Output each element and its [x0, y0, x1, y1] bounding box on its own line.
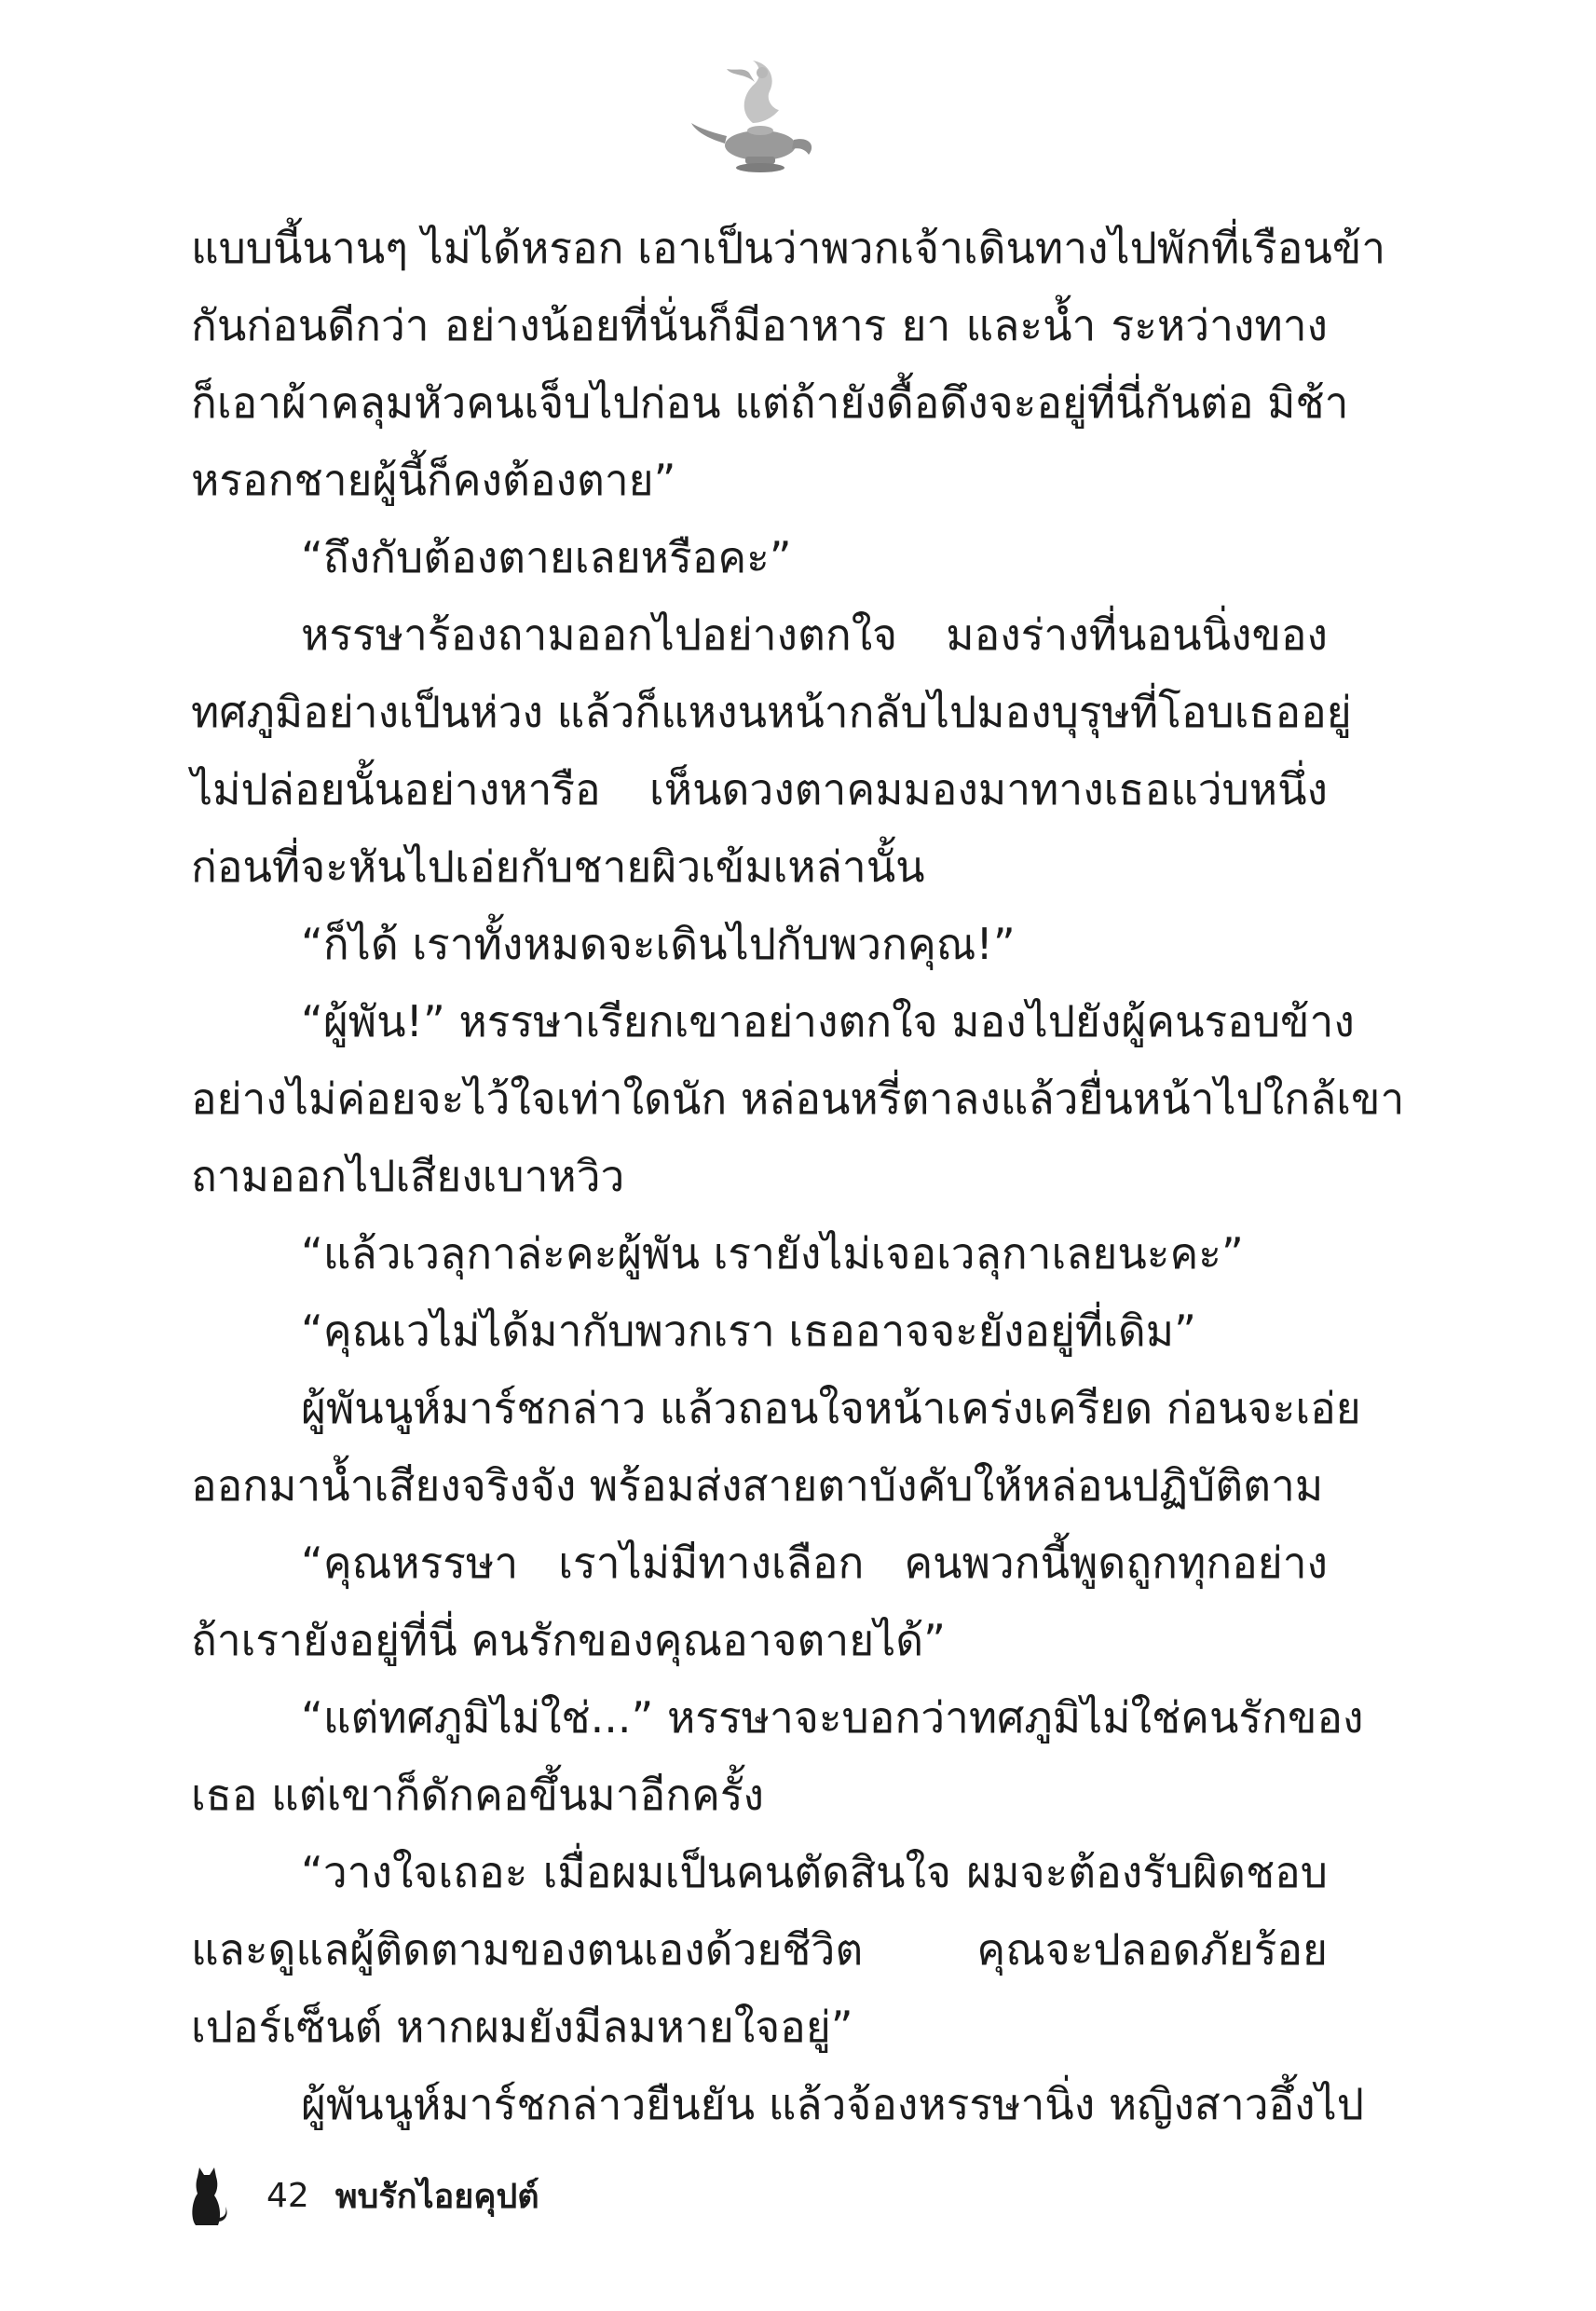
text-line: “คุณเวไม่ได้มากับพวกเรา เธออาจจะยังอยู่ที่เดิม” — [301, 1306, 1196, 1356]
text-line: กันก่อนดีกว่า อย่างน้อยที่นั่นก็มีอาหาร ยา และน้ำ ระหว่างทาง — [191, 300, 1328, 350]
body-text — [191, 210, 1405, 2143]
paragraph — [191, 1215, 1328, 1292]
text-line: ถามออกไปเสียงเบาหวิว — [191, 1151, 625, 1201]
text-line: ก่อนที่จะหันไปเอ่ยกับชายผิวเข้มเหล่านั้น — [191, 841, 925, 892]
paragraph — [191, 1834, 1328, 2066]
text-line: “วางใจเถอะ เมื่อผมเป็นคนตัดสินใจ ผมจะต้องรับผิดชอบ — [301, 1847, 1328, 1897]
cat-icon — [186, 2164, 231, 2227]
paragraph — [191, 519, 1328, 596]
text-line: “ถึงกับต้องตายเลยหรือคะ” — [301, 532, 792, 582]
paragraph — [191, 2066, 1364, 2143]
genie-lamp-icon — [688, 56, 827, 177]
paragraph — [191, 906, 1328, 983]
text-line: แบบนี้นานๆ ไม่ได้หรอก เอาเป็นว่าพวกเจ้าเดินทางไปพักที่เรือนข้า — [191, 223, 1386, 273]
book-title: พบรักไอยคุปต์ — [334, 2177, 539, 2216]
text-line: อย่างไม่ค่อยจะไว้ใจเท่าใดนัก หล่อนหรี่ตาลงแล้วยื่นหน้าไปใกล้เขา — [191, 1073, 1405, 1124]
text-line: “แต่ทศภูมิไม่ใช่...” หรรษาจะบอกว่าทศภูมิไม่ใช่คนรักของ — [301, 1692, 1364, 1743]
text-line: “แล้วเวลุกาล่ะคะผู้พัน เรายังไม่เจอเวลุกาเลยนะคะ” — [301, 1228, 1244, 1279]
paragraph — [191, 1292, 1328, 1370]
page-footer — [186, 2158, 539, 2233]
text-line: ผู้พันนูห์มาร์ชกล่าว แล้วถอนใจหน้าเคร่งเครียด ก่อนจะเอ่ย — [301, 1383, 1361, 1433]
text-line: และดูแลผู้ติดตามของตนเองด้วยชีวิต คุณจะปลอดภัยร้อย — [191, 1924, 1328, 1975]
text-line: “ผู้พัน!” หรรษาเรียกเขาอย่างตกใจ มองไปยังผู้คนรอบข้าง — [301, 996, 1355, 1046]
text-line: ไม่ปล่อยนั้นอย่างหารือ เห็นดวงตาคมมองมาทางเธอแว่บหนึ่ง — [191, 764, 1328, 814]
text-line: หรรษาร้องถามออกไปอย่างตกใจ มองร่างที่นอนนิ่งของ — [301, 609, 1328, 660]
paragraph — [191, 1370, 1361, 1525]
text-line: ออกมาน้ำเสียงจริงจัง พร้อมส่งสายตาบังคับให้หล่อนปฏิบัติตาม — [191, 1460, 1324, 1511]
text-line: หรอกชายผู้นี้ก็คงต้องตาย” — [191, 455, 676, 505]
text-line: ถ้าเรายังอยู่ที่นี่ คนรักของคุณอาจตายได้” — [191, 1615, 946, 1665]
paragraph — [191, 983, 1405, 1215]
paragraph — [191, 596, 1352, 906]
text-line: ทศภูมิอย่างเป็นห่วง แล้วก็แหงนหน้ากลับไปมองบุรุษที่โอบเธออยู่ — [191, 687, 1352, 737]
text-line: เธอ แต่เขาก็ดักคอขึ้นมาอีกครั้ง — [191, 1770, 765, 1820]
paragraph — [191, 1525, 1328, 1679]
page-number: 42 — [266, 2176, 309, 2215]
text-line: ก็เอาผ้าคลุมหัวคนเจ็บไปก่อน แต่ถ้ายังดื้อดึงจะอยู่ที่นี่กันต่อ มิช้า — [191, 377, 1349, 428]
paragraph — [191, 1679, 1364, 1834]
text-line: ผู้พันนูห์มาร์ชกล่าวยืนยัน แล้วจ้องหรรษานิ่ง หญิงสาวอึ้งไป — [301, 2079, 1364, 2129]
text-line: เปอร์เซ็นต์ หากผมยังมีลมหายใจอยู่” — [191, 2002, 853, 2052]
text-line: “ก็ได้ เราทั้งหมดจะเดินไปกับพวกคุณ!” — [301, 919, 1016, 969]
paragraph — [191, 210, 1386, 519]
text-line: “คุณหรรษา เราไม่มีทางเลือก คนพวกนี้พูดถูกทุกอย่าง — [301, 1538, 1328, 1588]
